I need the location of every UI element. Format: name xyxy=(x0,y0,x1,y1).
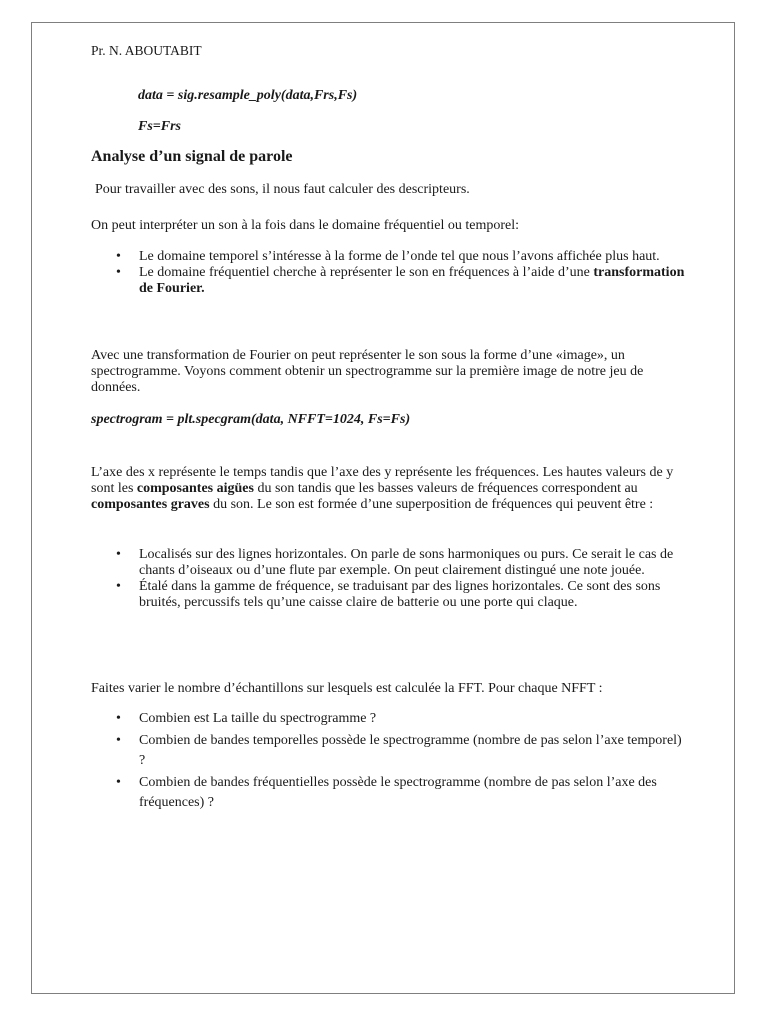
section-title: Analyse d’un signal de parole xyxy=(91,148,293,165)
bullet-icon: • xyxy=(116,265,121,280)
bullet-icon: • xyxy=(116,733,121,748)
list-item: • Le domaine temporel s’intéresse à la forme de l’onde tel que nous l’avons affichée plus haut. xyxy=(116,249,660,264)
bullet-icon: • xyxy=(116,249,121,264)
code-resample: data = sig.resample_poly(data,Frs,Fs) xyxy=(138,88,358,103)
bullet-icon: • xyxy=(116,775,121,790)
composantes-graves: composantes graves xyxy=(91,497,210,512)
list-item: • Le domaine fréquentiel cherche à représenter le son en fréquences à l’aide d’une transformation de Fourier. xyxy=(116,265,685,296)
paragraph-descriptors: Pour travailler avec des sons, il nous faut calculer des descripteurs. xyxy=(95,182,470,197)
list-item: • Combien de bandes temporelles possède le spectrogramme (nombre de pas selon l’axe temporel) ? xyxy=(116,733,682,768)
code-spectrogram: spectrogram = plt.specgram(data, NFFT=1024, Fs=Fs) xyxy=(91,412,411,427)
list-item: • Combien est La taille du spectrogramme ? xyxy=(91,709,691,729)
author-header: Pr. N. ABOUTABIT xyxy=(91,43,202,58)
code-fs-assign: Fs=Frs xyxy=(138,119,181,134)
bullet-icon: • xyxy=(116,711,121,726)
bullet-icon: • xyxy=(116,547,121,562)
list-frequencies xyxy=(91,547,691,611)
list-item: • Étalé dans la gamme de fréquence, se traduisant par des lignes horizontales. Ce sont des sons bruités, percussifs tels qu’une caisse claire de batterie ou une porte qui claque. xyxy=(116,579,661,610)
paragraph-axes: L’axe des x représente le temps tandis que l’axe des y représente les fréquences. Les hautes valeurs de y sont les composantes aigües du son tandis que les basses valeurs de fréquences correspondent au composantes graves du son. Le son est formée d’une superposition de fréquences qui peuvent être : xyxy=(91,465,674,512)
composantes-aigues: composantes aigües xyxy=(136,481,254,496)
bullet-icon: • xyxy=(116,579,121,594)
list-item: • Localisés sur des lignes horizontales. On parle de sons harmoniques ou purs. Ce serait le cas de chants d’oiseaux ou d’une flute par exemple. On peut clairement distingué une note jouée. xyxy=(116,547,674,578)
list-domains xyxy=(91,249,691,297)
paragraph-domains: On peut interpréter un son à la fois dans le domaine fréquentiel ou temporel: xyxy=(91,218,520,233)
fourier-term: transformation de Fourier. xyxy=(139,265,685,296)
list-item: • Combien de bandes fréquentielles possède le spectrogramme (nombre de pas selon l’axe des fréquences) ? xyxy=(116,775,657,810)
paragraph-fft: Faites varier le nombre d’échantillons sur lesquels est calculée la FFT. Pour chaque NFFT : xyxy=(91,681,603,696)
list-questions xyxy=(91,709,691,815)
paragraph-fourier: Avec une transformation de Fourier on peut représenter le son sous la forme d’une «image», un spectrogramme. Voyons comment obtenir un spectrogramme sur la première image de notre jeu de données. xyxy=(91,348,644,395)
